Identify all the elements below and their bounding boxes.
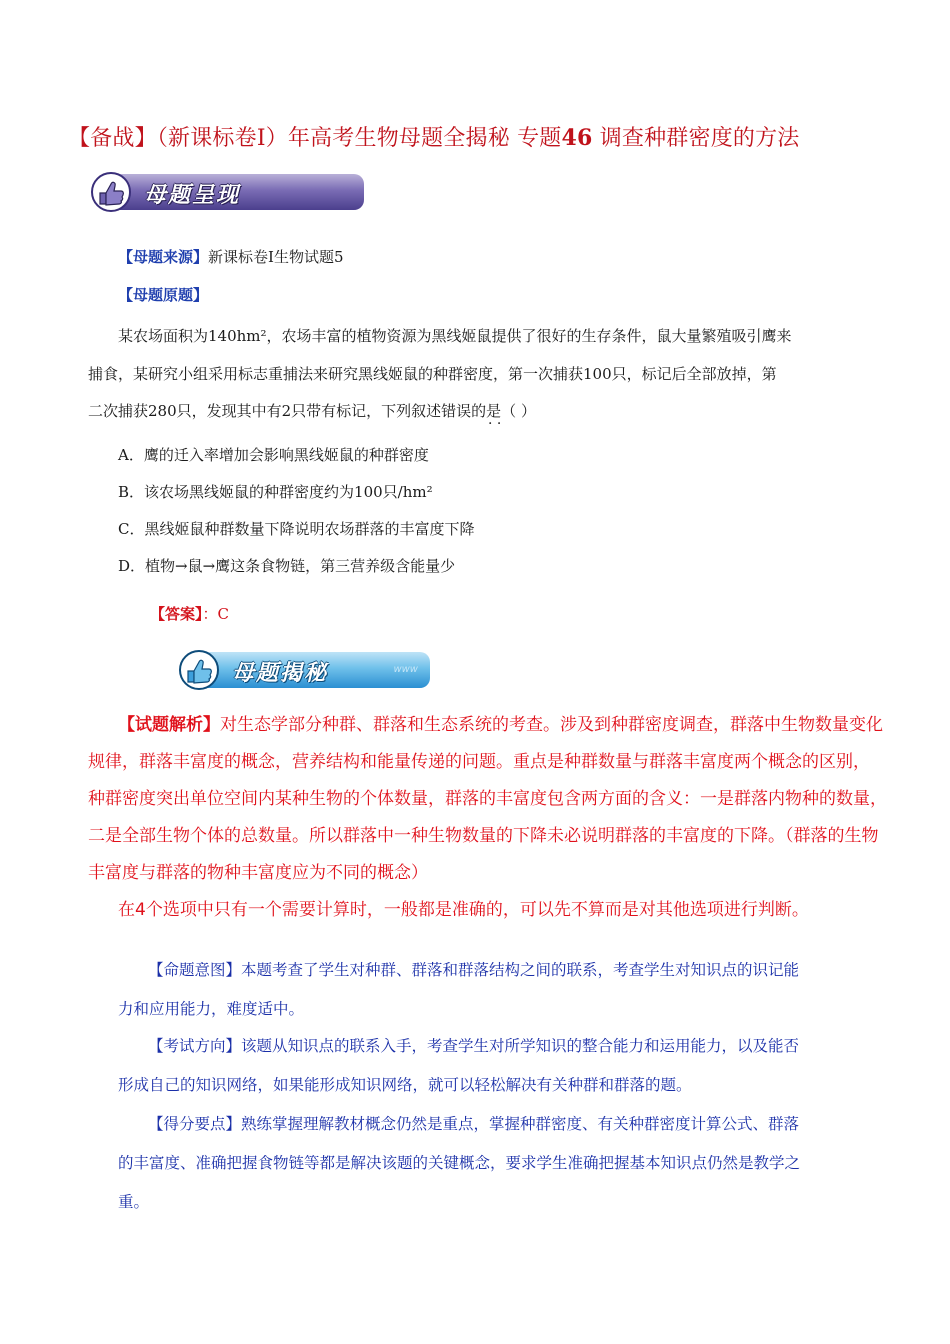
question-line-1: 某农场面积为140hm²，农场丰富的植物资源为黑线姬鼠提供了很好的生存条件，鼠大量繁殖吸引鹰来 xyxy=(118,327,792,345)
answer-line xyxy=(150,604,229,624)
thumbs-up-icon xyxy=(88,172,134,212)
points-label: 【得分要点】 xyxy=(148,1115,242,1133)
section-banner-analysis xyxy=(176,650,430,690)
title-number: 46 xyxy=(561,125,593,151)
answer-label: 【答案】 xyxy=(150,605,203,623)
original-label: 【母题原题】 xyxy=(118,286,209,304)
question-line-3: 二次捕获280只，发现其中有2只带有标记，下列叙述错误的是（ ） xyxy=(88,402,536,420)
source-line xyxy=(118,247,344,267)
option-d: D．植物→鼠→鹰这条食物链，第三营养级含能量少 xyxy=(118,557,456,575)
analysis-line-5: 丰富度与群落的物种丰富度应为不同的概念） xyxy=(88,863,428,883)
points-line-2: 的丰富度、准确把握食物链等都是解决该题的关键概念，要求学生准确把握基本知识点仍然是教学之 xyxy=(118,1154,801,1172)
option-b: B．该农场黑线姬鼠的种群密度约为100只/hm² xyxy=(118,483,433,501)
analysis-line-3: 种群密度突出单位空间内某种生物的个体数量，群落的丰富度包含两方面的含义：一是群落内物种的数量， xyxy=(88,789,887,809)
banner-watermark: www xyxy=(393,664,418,675)
analysis-line-2: 规律，群落丰富度的概念，营养结构和能量传递的问题。重点是种群数量与群落丰富度两个概念的区别， xyxy=(88,752,870,772)
source-text: 新课标卷Ⅰ生物试题5 xyxy=(208,248,344,266)
analysis-line-1 xyxy=(118,714,883,736)
analysis-line-4: 二是全部生物个体的总数量。所以群落中一种生物数量的下降未必说明群落的丰富度的下降。（群落的生物 xyxy=(88,826,879,846)
points-line-1 xyxy=(148,1114,799,1134)
direction-text-1: 该题从知识点的联系入手，考查学生对所学知识的整合能力和运用能力，以及能否 xyxy=(241,1037,800,1055)
option-a: A．鹰的迁入率增加会影响黑线姬鼠的种群密度 xyxy=(118,446,429,464)
question-line-2: 捕食，某研究小组采用标志重捕法来研究黑线姬鼠的种群密度，第一次捕获100只，标记后全部放掉，第 xyxy=(88,365,777,383)
title-bracket: 【备战】 xyxy=(68,126,157,151)
page-title xyxy=(68,121,898,152)
option-c: C．黑线姬鼠种群数量下降说明农场群落的丰富度下降 xyxy=(118,520,475,538)
points-line-3: 重。 xyxy=(118,1193,150,1211)
points-text-1: 熟练掌握理解教材概念仍然是重点，掌握种群密度、有关种群密度计算公式、群落 xyxy=(241,1115,800,1133)
banner-title: 母题呈现 xyxy=(144,183,241,208)
intent-line-1 xyxy=(148,960,799,980)
section-banner-presentation xyxy=(88,172,364,212)
direction-line-2: 形成自己的知识网络，如果能形成知识网络，就可以轻松解决有关种群和群落的题。 xyxy=(118,1076,692,1094)
emphasis-dots: · · xyxy=(488,416,502,432)
intent-line-2: 力和应用能力，难度适中。 xyxy=(118,1000,305,1018)
title-text: （新课标卷Ⅰ）年高考生物母题全揭秘 专题 xyxy=(156,126,562,151)
direction-line-1 xyxy=(148,1036,799,1056)
banner-title: 母题揭秘 xyxy=(232,661,329,686)
analysis-line-6: 在4个选项中只有一个需要计算时，一般都是准确的，可以先不算而是对其他选项进行判断。 xyxy=(118,900,809,920)
direction-label: 【考试方向】 xyxy=(148,1037,242,1055)
source-label: 【母题来源】 xyxy=(118,248,209,266)
analysis-label: 【试题解析】 xyxy=(118,715,220,735)
analysis-text-1: 对生态学部分种群、群落和生态系统的考查。涉及到种群密度调查，群落中生物数量变化 xyxy=(220,715,883,735)
intent-text-1: 本题考查了学生对种群、群落和群落结构之间的联系，考查学生对知识点的识记能 xyxy=(241,961,800,979)
intent-label: 【命题意图】 xyxy=(148,961,242,979)
title-topic: 调查种群密度的方法 xyxy=(592,126,800,151)
answer-value: ：C xyxy=(202,605,229,623)
thumbs-up-icon xyxy=(176,650,222,690)
